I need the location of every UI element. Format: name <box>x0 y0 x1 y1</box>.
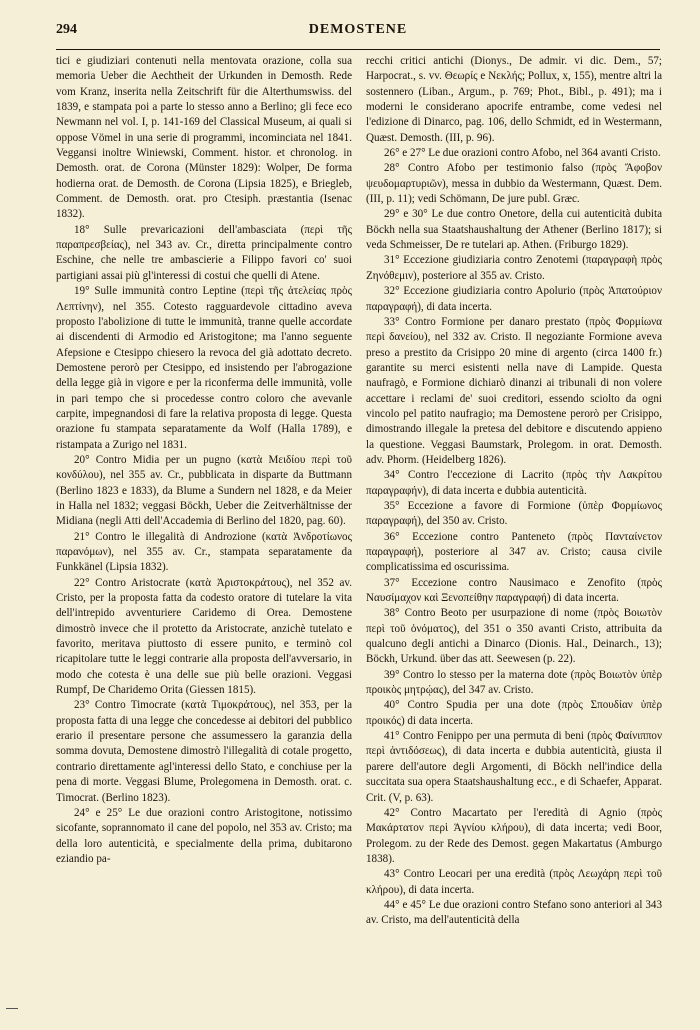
paragraph: 19° Sulle immunità contro Leptine (περὶ τῆς ἀτελείας πρὸς Λεπτίνην), nel 355. Cotesto ragguardevole cittadino aveva proposto l'abolizione di tutte le immunità, tranne quelle accordate ai discendenti di Armodio ed Aristogitone; ma l'anno seguente Afepsione e Ctesippo chiesero la revoca del già adottato decreto. Demostene perorò per Ctesippo, ed insistendo per l'abrogazione della legge già in vigore e per la riconferma delle immunità, volle in pari tempo che si procedesse contro coloro che avevanle carpite, impegnandosi di fare la relativa proposta di legge. Questa orazione fu stampata separatamente da Wolf (Halla 1789), e ristampata a Zurigo nel 1831. <box>56 285 352 451</box>
paragraph: 38° Contro Beoto per usurpazione di nome (πρὸς Βοιωτὸν περὶ τοῦ ὀνόματος), del 351 o 350 avanti Cristo, attribuita da qualcuno degli antichi a Dinarco (Dionis. Hal., Deinarch., 13); Böckh, Urkund. über das att. Seewesen (p. 22). <box>366 607 662 666</box>
paragraph: 42° Contro Macartato per l'eredità di Agnio (πρὸς Μακάρτατον περὶ Ἁγνίου κλήρου), di data incerta; vedi Boor, Prolegom. zu der Rede des Demost. gegen Makartatus (Amburgo 1838). <box>366 806 662 865</box>
paragraph: 43° Contro Leocari per una eredità (πρὸς Λεωχάρη περὶ τοῦ κλήρου), di data incerta. <box>366 868 662 896</box>
paragraph: 28° Contro Afobo per testimonio falso (πρὸς Ἄφοβον ψευδομαρτυριῶν), messa in dubbio da Westermann, Quæst. Dem. (III, p. 11); vedi Schömann, De jure publ. Græc. <box>366 162 662 206</box>
paragraph: 21° Contro le illegalità di Androzione (κατὰ Ἀνδροτίωνος παρανόμων), nel 355 av. Cr., stampata separatamente da Funkkänel (Lipsia 1832). <box>56 530 352 574</box>
paragraph: 35° Eccezione a favore di Formione (ὑπὲρ Φορμίωνος παραγραφή), del 350 av. Cristo. <box>366 499 662 528</box>
paragraph: 18° Sulle prevaricazioni dell'ambasciata (περὶ τῆς παραπρεσβείας), nel 343 av. Cr., diretta principalmente contro Eschine, che nelle tre ambascierie a Filippo favori co' suoi partigiani assai più gl'interessi di costui che quelli di Atene. <box>56 223 352 282</box>
paragraph: 39° Contro lo stesso per la materna dote (πρὸς Βοιωτὸν ὑπὲρ προικὸς μητρῴας), del 347 av. Cristo. <box>366 668 662 697</box>
paragraph: 34° Contro l'eccezione di Lacrito (πρὸς τὴν Λακρίτου παραγραφήν), di data incerta e dubbia autenticità. <box>366 469 662 497</box>
paragraph: tici e giudiziari contenuti nella mentovata orazione, colla sua memoria Ueber die Aechtheit der Urkunden in Demosth. Rede vom Kranz, inserita nella Zeitschrift für die Alterthumswiss. del 1839, e stampata poi a parte lo stesso anno a Berlino; gli fece eco Newmann nel vol. I, p. 141-169 del Classical Museum, ai quali si oppose Vömel in una serie di programmi, incominciata nel 1841. Veggansi inoltre Winiewski, Comment. histor. et chronolog. in Demosth. orat. de Corona (Münster 1829): Wolper, De forma hodierna orat. de Demosth. de Corona (Lipsia 1825), e Briegleb, Comment. de Demosth. orat. pro Ctesiph. præstantia (Isenac 1832). <box>56 55 352 221</box>
paragraph: 40° Contro Spudia per una dote (πρὸς Σπουδίαν ὑπὲρ προικός) di data incerta. <box>366 699 662 727</box>
paragraph: 32° Eccezione giudiziaria contro Apolurio (πρὸς Ἀπατούριον παραγραφή), di data incerta. <box>366 285 662 313</box>
margin-mark <box>6 1008 18 1009</box>
left-column <box>56 54 352 867</box>
paragraph: 44° e 45° Le due orazioni contro Stefano sono anteriori al 343 av. Cristo, ma dell'autenticità della <box>366 898 662 927</box>
paragraph: 36° Eccezione contro Panteneto (πρὸς Πανταίνετον παραγραφή), posteriore al 347 av. Cristo; causa civile complicatissima ed oscurissima. <box>366 530 662 574</box>
paragraph: 22° Contro Aristocrate (κατὰ Ἀριστοκράτους), nel 352 av. Cristo, per la proposta fatta da codesto oratore di tutelare la vita dell'intrepido avventuriere Caridemo di Orea. Demostene dimostrò invece che il protetto da Aristocrate, anzichè tutelato e favorito, meritava piuttosto di essere punito, e terminò col ricapitolare tutte le leggi contrarie alla proposta dell'avversario, in modo che cotesta è una delle sue più belle orazioni. Veggasi Rumpf, De Charidemo Orita (Giessen 1815). <box>56 576 352 697</box>
paragraph: 33° Contro Formione per danaro prestato (πρὸς Φορμίωνα περὶ δανείου), nel 332 av. Cristo. Il negoziante Formione aveva preso a prestito da Crisippo 20 mine di argento (circa 1400 fr.) garantite su merci esistenti nella nave di Lampide. Questa naufragò, e Formione dichiarò dinanzi ai tribunali di non volere accettare i reclami de' suoi creditori, essendo sciolto da ogni vincolo pel patito naufragio; ma Demostene perorò per Crisippo, dimostrando illegale la pretesa del debitore e discutendo appieno la questione. Veggasi Baumstark, Prolegom. in orat. Demosth. adv. Phorm. (Heidelberg 1826). <box>366 315 662 466</box>
paragraph: 26° e 27° Le due orazioni contro Afobo, nel 364 avanti Cristo. <box>384 147 661 160</box>
paragraph: 20° Contro Midia per un pugno (κατὰ Μειδίου περὶ τοῦ κονδύλου), nel 355 av. Cr., pubblicata in disparte da Buttmann (Berlino 1823 e 1833), da Blume a Sundern nel 1828, e da Meier in Halla nel 1832; veggasi Böckh, Ueber die Zeitverhältnisse der Midiana (negli Atti dell'Accademia di Berlino del 1820, pag. 60). <box>56 453 352 528</box>
paragraph: 23° Contro Timocrate (κατὰ Τιμοκράτους), nel 353, per la proposta fatta di una legge che concedesse ai debitori del pubblico erario il presentare persone che assumessero la garanzia della somma dovuta, Demostene dimostrò l'illegalità di cotale progetto, contrario direttamente agl'interessi dello Stato, e conchiuse per la pena di morte. Veggasi Blume, Prolegomena in Demosth. orat. c. Timocrat. (Berlino 1823). <box>56 699 352 804</box>
paragraph: recchi critici antichi (Dionys., De admir. vi dic. Dem., 57; Harpocrat., s. vv. Θεωρίς e Νεκλής; Pollux, x, 155), mentre altri la sostennero (Liban., Argum., p. 769; Phot., Bibl., p. 491); ma i moderni le considerano apocrife entrambe, come vedesi nel l'edizione di Dinarco, pag. 106, dello Schmidt, ed in Westermann, Quæst. Demosth. (III, p. 96). <box>366 55 662 144</box>
paragraph: 37° Eccezione contro Nausimaco e Zenofito (πρὸς Ναυσίμαχον καὶ Ξενοπείθην παραγραφή) di data incerta. <box>366 576 662 605</box>
paragraph: 31° Eccezione giudiziaria contro Zenotemi (παραγραφὴ πρὸς Ζηνόθεμιν), posteriore al 355 av. Cristo. <box>366 254 662 282</box>
running-header <box>56 22 660 46</box>
running-title: DEMOSTENE <box>308 22 408 37</box>
paragraph: 41° Contro Fenippo per una permuta di beni (πρὸς Φαίνιππον περὶ ἀντιδόσεως), di data incerta e dubbia autenticità, giusta il parere dell'autore degli Argomenti, di Böckh nell'indice della succitata sua opera Staatshaushaltung ecc., e di Schaefer, Apparat. Crit. (V, p. 63). <box>366 730 662 804</box>
page-number: 294 <box>56 22 77 37</box>
header-rule <box>56 49 660 50</box>
right-column <box>366 54 662 929</box>
paragraph: 29° e 30° Le due contro Onetore, della cui autenticità dubita Böckh nella sua Staatshaushaltung der Athener (Berlino 1817); si veda Schmeisser, De re tutelari ap. Athen. (Friburgo 1829). <box>366 208 662 252</box>
paragraph: 24° e 25° Le due orazioni contro Aristogitone, notissimo sicofante, soprannomato il cane del popolo, nel 353 av. Cristo; ma della loro autenticità, e specialmente della prima, dubitarono eziandio pa- <box>56 806 352 865</box>
